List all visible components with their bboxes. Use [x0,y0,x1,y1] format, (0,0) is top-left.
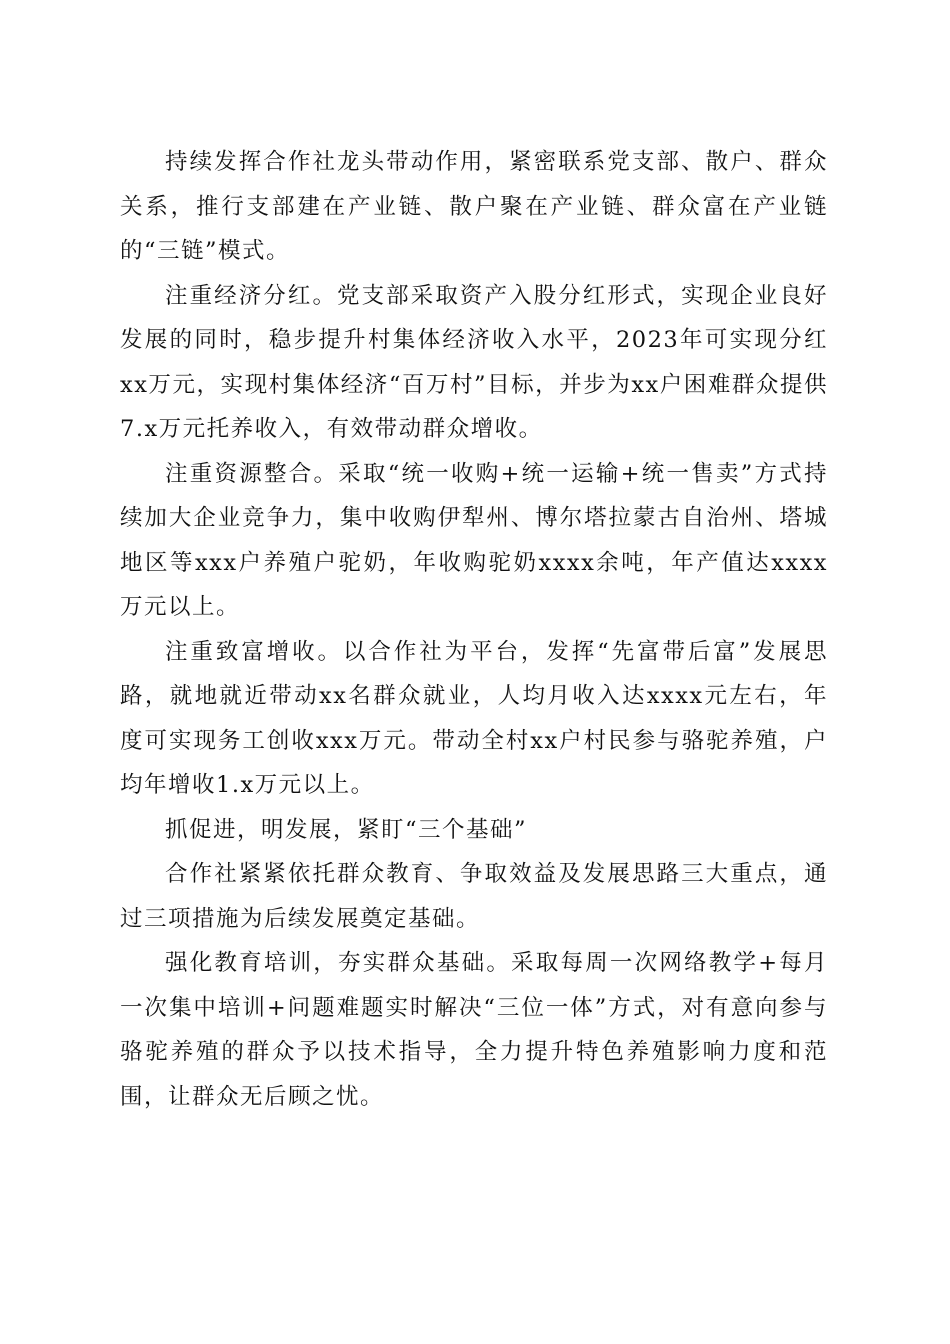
paragraph-economic-dividend: 注重经济分红。党支部采取资产入股分红形式，实现企业良好发展的同时，稳步提升村集体经济收入水平，2023年可实现分红xx万元，实现村集体经济“百万村”目标，并步为xx户困难群众提供7.x万元托养收入，有效带动群众增收。 [120,282,828,442]
document-body [120,140,828,1119]
paragraph-education-training: 强化教育培训，夯实群众基础。采取每周一次网络教学+每月一次集中培训+问题难题实时解决“三位一体”方式，对有意向参与骆驼养殖的群众予以技术指导，全力提升特色养殖影响力度和范围，让群众无后顾之忧。 [120,950,828,1110]
paragraph-resource-integration: 注重资源整合。采取“统一收购+统一运输+统一售卖”方式持续加大企业竞争力，集中收购伊犁州、博尔塔拉蒙古自治州、塔城地区等xxx户养殖户驼奶，年收购驼奶xxxx余吨，年产值达xxxx万元以上。 [120,460,828,620]
paragraph-three-foundations: 合作社紧紧依托群众教育、争取效益及发展思路三大重点，通过三项措施为后续发展奠定基础。 [120,861,828,932]
section-heading: 抓促进，明发展，紧盯“三个基础” [165,816,528,843]
paragraph-sanlian-model: 持续发挥合作社龙头带动作用，紧密联系党支部、散户、群众关系，推行支部建在产业链、散户聚在产业链、群众富在产业链的“三链”模式。 [120,149,828,264]
paragraph-income-increase: 注重致富增收。以合作社为平台，发挥“先富带后富”发展思路，就地就近带动xx名群众就业，人均月收入达xxxx元左右，年度可实现务工创收xxx万元。带动全村xx户村民参与骆驼养殖，户均年增收1.x万元以上。 [120,638,828,798]
